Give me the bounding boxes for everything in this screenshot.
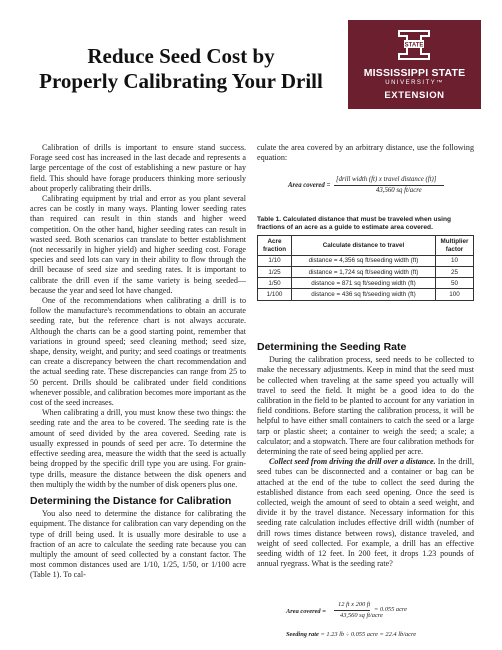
paragraph-4: When calibrating a drill, you must know these two things: the seeding rate and the area to be covered. The seeding rate is the amount of seed divided by the area covered. Seeding rate is usually expressed in pounds of seed per acre. To determine the effective seeding area, measure the width that the seed is actually being dropped by the specific drill type you are using. For grain-type drills, measure the distance between the disk openers and then multiply the width by the number of disk openers plus one. [30, 408, 246, 489]
msu-extension-logo [348, 20, 481, 109]
table-row [258, 278, 474, 289]
example-lhs: Area covered = [286, 608, 326, 615]
table-cell: 25 [436, 267, 474, 278]
example-fraction-bar [334, 610, 370, 611]
equation-denominator: 43,560 sq ft/acre [376, 187, 422, 194]
seeding-rate-label: Seeding rate [286, 631, 319, 638]
paragraph-7: During the calibration process, seed needs to be collected to make the necessary adjustments. Keep in mind that the seed must be collected when traveling at the same speed you actually will travel to seed the field. It might be a good idea to do the calibration in the field to be planted to account for any variation in field conditions. Before starting the calibration process, it will be helpful to have either small containers to catch the seed or a large tarp or plastic sheet; a container to weigh the seed; a scale; a calculator; and a stopwatch. There are four calibration methods for determining the rate of seed being applied per acre. [257, 355, 474, 457]
paragraph-5: You also need to determine the distance for calibrating the equipment. The distance for calibration can vary depending on the type of drill being used. It is usually more desirable to use a fraction of an acre to calculate the seeding rate because you can multiply the amount of seed collected by a constant factor. The most common distances used are 1/10, 1/25, 1/50, or 1/100 acre (Table 1). To cal- [30, 509, 246, 580]
msu-seal-icon [395, 28, 433, 62]
table-row [258, 267, 474, 278]
heading-seeding-rate: Determining the Seeding Rate [257, 341, 407, 353]
paragraph-8 [257, 457, 474, 569]
method-lead: Collect seed from driving the drill over a distance. [269, 457, 436, 467]
table-row [258, 289, 474, 300]
table-cell: distance = 871 sq ft/seeding width (ft) [292, 278, 436, 289]
table-cell: distance = 436 sq ft/seeding width (ft) [292, 289, 436, 300]
logo-subtitle: UNIVERSITY™ [385, 80, 444, 86]
table-cell: distance = 1,724 sq ft/seeding width (ft) [292, 267, 436, 278]
table-cell: 10 [436, 255, 474, 266]
table-header-cell: Acre fraction [258, 236, 292, 255]
table-cell: 50 [436, 278, 474, 289]
table-cell: 1/50 [258, 278, 292, 289]
left-column [30, 143, 246, 581]
paragraph-8-text: In the drill, seed tubes can be disconnected and a container or bag can be attached at the end of the tube to collect the seed during the established distance from each seed opening. Once the seed is collected, weigh the amount of seed to obtain a seed weight, and divide it by the travel distance. Necessary information for this seeding rate calculation includes effective drill width (number of drill rows times distance between rows), distance traveled, and weight of seed collected. For example, a drill has an effective seeding width of 12 feet. In 200 feet, it drops 1.23 pounds of annual ryegrass. What is the seeding rate? [257, 457, 474, 569]
heading-distance: Determining the Distance for Calibration [30, 494, 232, 507]
example-equation [278, 600, 478, 644]
example-denominator: 43,560 sq ft/acre [340, 612, 383, 619]
logo-name: MISSISSIPPI STATE [363, 67, 466, 79]
title-line-2: Properly Calibrating Your Drill [39, 69, 323, 93]
seal-text: STATE [404, 42, 424, 49]
table-cell: 1/10 [258, 255, 292, 266]
table-caption: Table 1. Calculated distance that must be traveled when using fractions of an acre as a guide to estimate area covered. [257, 216, 452, 232]
table-row [258, 255, 474, 266]
right-column-top [257, 143, 474, 163]
seeding-rate-value: = 1.23 lb ÷ 0.055 acre = 22.4 lb/acre [320, 631, 417, 638]
logo-department: EXTENSION [384, 90, 445, 101]
paragraph-6: culate the area covered by an arbitrary distance, use the following equation: [257, 143, 474, 163]
seeding-rate-result [286, 631, 416, 638]
distance-table [257, 235, 474, 300]
equation-numerator: [drill width (ft) x travel distance (ft)] [336, 176, 437, 183]
example-result: = 0.055 acre [374, 606, 408, 613]
paragraph-1: Calibration of drills is important to ensure stand success. Forage seed cost has increased in the last decade and represents a large percentage of the cost of establishing a new pasture or hay field. This should have forage producers thinking more seriously about properly calibrating their drills. [30, 143, 246, 193]
table-1 [257, 216, 474, 301]
document-title [22, 44, 340, 94]
table-header-cell: Multiplier factor [436, 236, 474, 255]
equation-lhs: Area covered = [288, 182, 331, 189]
example-numerator: 12 ft x 200 ft [338, 601, 371, 608]
right-column [257, 336, 474, 569]
fraction-bar [334, 185, 444, 186]
table-header-cell: Calculate distance to travel [292, 236, 436, 255]
table-cell: distance = 4,356 sq ft/seeding width (ft) [292, 255, 436, 266]
paragraph-2: Calibrating equipment by trial and error as you plant several acres can be costly in many ways. Planting lower seeding rates than required can result in thin stands and higher weed competition. On the other hand, higher seeding rates can result in wasted seed. Both scenarios can translate to better establishment (not necessarily in higher yield) and higher seeding cost. Forage species and seed lots can vary in their ability to flow through the drill because of seed size and seeding rates. It is important to calibrate the drill even if the same variety is being seeded—because the year and seed lot have changed. [30, 194, 246, 295]
table-cell: 1/25 [258, 267, 292, 278]
table-cell: 100 [436, 289, 474, 300]
table-header-row [258, 236, 474, 255]
area-equation [276, 174, 446, 200]
title-line-1: Reduce Seed Cost by [87, 44, 275, 68]
paragraph-3: One of the recommendations when calibrating a drill is to follow the manufacture's recommendations to obtain an accurate seeding rate, but the reference chart is not always accurate. Although the charts can be a good starting point, remember that variations in ground speed; seed cleaning method; seed size, shape, density, weight, and purity; and seed coatings or treatments can create a discrepancy between the chart recommendation and the actual seeding rate. These discrepancies can range from 25 to 50 percent. Drills should be calibrated under field conditions whenever possible, and calibration becomes more important as the cost of the seed increases. [30, 296, 246, 408]
table-cell: 1/100 [258, 289, 292, 300]
